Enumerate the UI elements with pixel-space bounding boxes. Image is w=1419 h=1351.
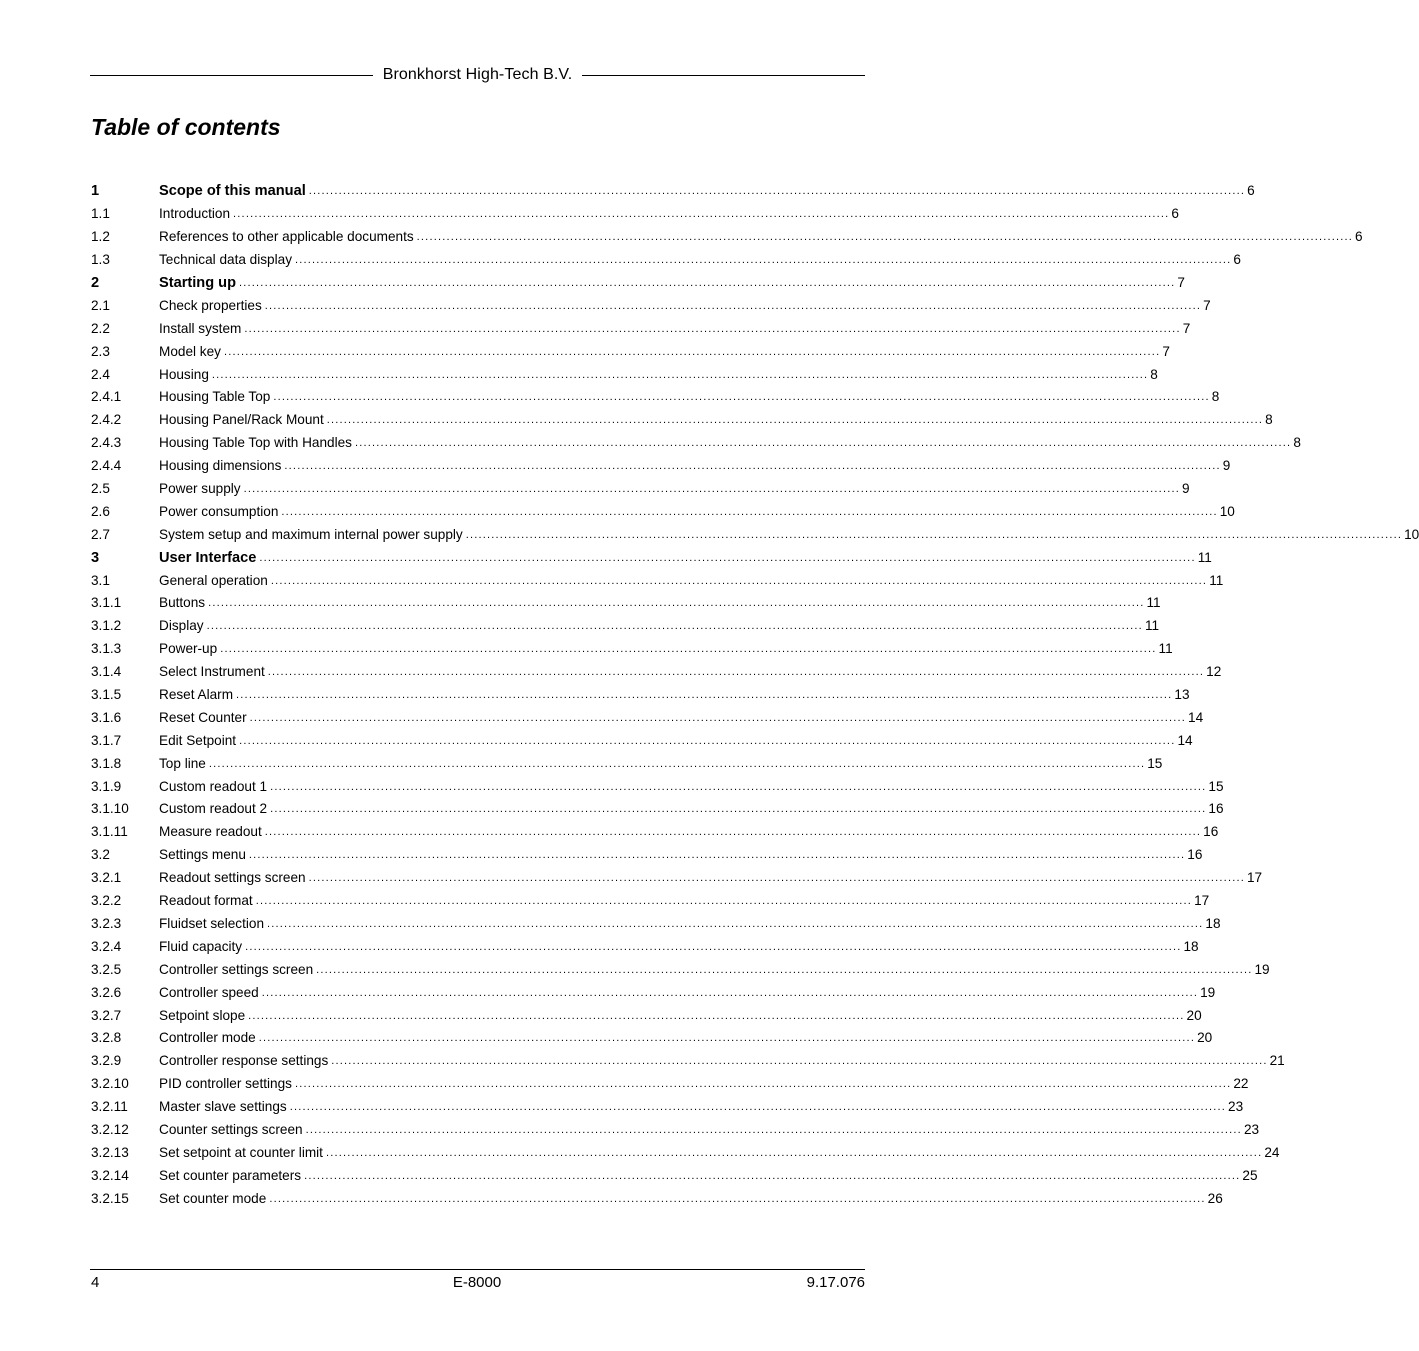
toc-entry[interactable] [91,203,1179,226]
toc-dot-leader: ............................................................................................................................................................................................................................ [261,986,1199,999]
toc-entry-page: 6 [1355,229,1363,245]
toc-entry-page: 20 [1186,1007,1202,1023]
toc-entry-number: 1.1 [91,206,110,222]
toc-entry[interactable] [91,1187,1223,1210]
toc-entry-title: Power consumption [159,503,279,519]
toc-entry[interactable] [91,1141,1280,1164]
toc-entry-number: 3.2.14 [91,1167,129,1183]
toc-entry-page: 15 [1147,755,1163,771]
toc-dot-leader: ............................................................................................................................................................................................................................ [416,231,1354,244]
toc-entry-title: Check properties [159,297,262,313]
toc-entry-number: 2.4 [91,366,110,382]
toc-entry-number: 3.2.15 [91,1190,129,1206]
page-footer [91,1274,865,1294]
toc-entry[interactable] [91,867,1263,890]
toc-entry-title: Housing [159,366,209,382]
toc-dot-leader: ............................................................................................................................................................................................................................ [249,711,1187,724]
toc-entry-number: 3.2.4 [91,938,122,954]
toc-entry-number: 2.1 [91,297,110,313]
toc-dot-leader: ............................................................................................................................................................................................................................ [223,345,1161,358]
toc-dot-leader: ............................................................................................................................................................................................................................ [270,780,1207,793]
toc-entry[interactable] [91,706,1204,729]
toc-dot-leader: ............................................................................................................................................................................................................................ [206,620,1143,633]
toc-entry-number: 3.2.5 [91,961,122,977]
toc-entry-title: Power-up [159,641,218,657]
toc-entry-page: 15 [1208,778,1224,794]
toc-entry[interactable] [91,478,1190,501]
toc-entry[interactable] [91,317,1191,340]
toc-entry-title: Readout settings screen [159,870,306,886]
toc-dot-leader: ............................................................................................................................................................................................................................ [295,254,1232,267]
toc-dot-leader: ............................................................................................................................................................................................................................ [289,1101,1227,1114]
toc-entry-number: 3.2.10 [91,1076,129,1092]
toc-entry-title: References to other applicable documents [159,229,414,245]
toc-dot-leader: ............................................................................................................................................................................................................................ [208,757,1146,770]
toc-dot-leader: ............................................................................................................................................................................................................................ [258,1032,1196,1045]
toc-entry-title: Scope of this manual [159,183,306,200]
toc-entry-title: Controller mode [159,1030,256,1046]
toc-entry-number: 3.2.12 [91,1121,129,1137]
toc-entry-page: 11 [1158,641,1173,657]
toc-dot-leader: ............................................................................................................................................................................................................................ [284,460,1221,473]
toc-entry-page: 14 [1177,732,1193,748]
toc-dot-leader: ............................................................................................................................................................................................................................ [294,1078,1232,1091]
document-title: E-8000 [452,1274,502,1291]
toc-entry-title: Housing dimensions [159,458,282,474]
footer-rule [90,1269,865,1270]
toc-entry-number: 3.1.11 [91,824,128,840]
toc-entry-page: 8 [1265,412,1273,428]
toc-dot-leader: ............................................................................................................................................................................................................................ [354,437,1292,450]
toc-entry-title: Set counter parameters [159,1167,302,1183]
toc-dot-leader: ............................................................................................................................................................................................................................ [273,391,1210,404]
toc-entry-title: Controller response settings [159,1053,329,1069]
toc-entry[interactable] [91,546,1212,569]
toc-entry-page: 16 [1208,801,1224,817]
toc-dot-leader: ............................................................................................................................................................................................................................ [269,1192,1206,1205]
toc-entry[interactable] [91,1004,1202,1027]
toc-entry-title: Housing Panel/Rack Mount [159,412,324,428]
toc-dot-leader: ............................................................................................................................................................................................................................ [331,1055,1268,1068]
toc-dot-leader: ............................................................................................................................................................................................................................ [264,299,1202,312]
toc-entry-page: 6 [1233,252,1241,268]
toc-dot-leader: ............................................................................................................................................................................................................................ [281,505,1218,518]
toc-entry-number: 3.2.7 [91,1007,122,1023]
toc-entry[interactable] [91,1050,1285,1073]
toc-entry-title: System setup and maximum internal power supply [159,526,463,542]
toc-entry-number: 3.1 [91,572,110,588]
toc-entry-page: 18 [1183,938,1199,954]
toc-dot-leader: ............................................................................................................................................................................................................................ [239,277,1176,289]
toc-entry-page: 11 [1144,618,1160,634]
toc-dot-leader: ............................................................................................................................................................................................................................ [270,574,1208,587]
toc-dot-leader: ............................................................................................................................................................................................................................ [220,643,1157,656]
toc-entry-number: 2.3 [91,343,110,359]
toc-entry-page: 19 [1200,984,1216,1000]
toc-entry-title: Top line [159,755,206,771]
toc-entry-page: 8 [1150,366,1158,382]
toc-entry[interactable] [91,1119,1260,1142]
toc-dot-leader: ............................................................................................................................................................................................................................ [243,483,1180,496]
toc-entry-page: 20 [1197,1030,1213,1046]
toc-dot-leader: ............................................................................................................................................................................................................................ [308,872,1245,885]
toc-entry[interactable] [91,455,1231,478]
toc-entry-title: Starting up [159,275,237,291]
toc-entry-title: Install system [159,320,242,336]
toc-dot-leader: ............................................................................................................................................................................................................................ [244,322,1181,335]
toc-entry[interactable] [91,935,1199,958]
toc-entry-number: 3.2.13 [91,1144,129,1160]
toc-entry[interactable] [91,913,1221,936]
toc-entry-number: 1.3 [91,252,110,268]
page-title: Table of contents [91,114,281,140]
toc-entry-title: Set setpoint at counter limit [159,1144,323,1160]
toc-dot-leader: ............................................................................................................................................................................................................................ [259,551,1196,564]
toc-entry[interactable] [91,523,1419,546]
toc-entry[interactable] [91,821,1219,844]
toc-entry-page: 24 [1264,1144,1280,1160]
toc-entry-title: Fluidset selection [159,915,265,931]
toc-entry-number: 1.2 [91,229,110,245]
toc-entry[interactable] [91,500,1235,523]
toc-entry-page: 6 [1247,183,1255,199]
toc-entry-number: 3.2.8 [91,1030,122,1046]
toc-entry-title: Master slave settings [159,1099,287,1115]
toc-entry-page: 13 [1174,687,1190,703]
toc-entry-page: 23 [1243,1121,1260,1137]
toc-entry-page: 11 [1209,572,1224,588]
toc-dot-leader: ............................................................................................................................................................................................................................ [208,597,1145,610]
toc-entry-number: 3.2.6 [91,984,122,1000]
toc-entry-number: 2.5 [91,481,110,497]
toc-dot-leader: ............................................................................................................................................................................................................................ [248,1009,1185,1022]
toc-entry[interactable] [91,592,1161,615]
toc-entry-title: Setpoint slope [159,1007,246,1023]
toc-dot-leader: ............................................................................................................................................................................................................................ [267,666,1205,679]
toc-dot-leader: ............................................................................................................................................................................................................................ [316,963,1253,976]
toc-dot-leader: ............................................................................................................................................................................................................................ [239,734,1176,747]
toc-entry-number: 3.1.5 [91,687,122,703]
toc-entry-number: 2.6 [91,503,110,519]
toc-entry-number: 3.1.10 [91,801,129,817]
toc-entry[interactable] [91,249,1241,272]
toc-entry-number: 2.7 [91,526,110,542]
toc-entry-number: 2.4.2 [91,412,122,428]
toc-entry-number: 3.2.9 [91,1053,122,1069]
toc-entry-page: 10 [1404,526,1419,542]
toc-dot-leader: ............................................................................................................................................................................................................................ [270,803,1207,816]
toc-entry-number: 3.1.4 [91,664,122,680]
toc-entry[interactable] [91,752,1163,775]
toc-entry-title: Settings menu [159,847,246,863]
toc-dot-leader: ............................................................................................................................................................................................................................ [326,414,1264,427]
toc-entry[interactable] [91,638,1173,661]
toc-entry-number: 3.1.8 [91,755,122,771]
page-header [90,64,865,86]
toc-entry-title: Buttons [159,595,206,611]
toc-entry-number: 2 [91,275,100,291]
toc-entry-page: 9 [1181,481,1190,497]
toc-entry-page: 11 [1146,595,1161,611]
toc-entry-title: Technical data display [159,252,292,268]
toc-entry-number: 3.1.6 [91,709,122,725]
toc-dot-leader: ............................................................................................................................................................................................................................ [267,917,1204,930]
toc-entry[interactable] [91,615,1160,638]
toc-entry-page: 23 [1228,1099,1244,1115]
toc-entry[interactable] [91,363,1158,386]
toc-entry-title: Edit Setpoint [159,732,237,748]
toc-entry-number: 2.2 [91,320,110,336]
toc-entry-title: Model key [159,343,221,359]
toc-entry-page: 25 [1242,1167,1258,1183]
toc-entry[interactable] [91,1073,1249,1096]
toc-entry-number: 2.4.3 [91,435,122,451]
toc-entry-page: 8 [1293,435,1301,451]
toc-entry-title: Controller speed [159,984,259,1000]
toc-entry-title: PID controller settings [159,1076,292,1092]
header-rule-left [90,75,373,76]
toc-entry-title: User Interface [159,549,257,566]
toc-entry[interactable] [91,294,1211,317]
toc-dot-leader: ............................................................................................................................................................................................................................ [211,368,1149,381]
toc-entry-title: Custom readout 1 [159,778,268,794]
toc-entry-page: 7 [1162,343,1170,359]
toc-entry-page: 17 [1246,870,1263,886]
toc-entry[interactable] [91,386,1220,409]
toc-entry-page: 18 [1205,915,1221,931]
table-of-contents [91,180,1419,1210]
toc-entry[interactable] [91,432,1301,455]
toc-entry-number: 3.1.7 [91,732,122,748]
toc-entry[interactable] [91,798,1224,821]
toc-entry-page: 22 [1233,1076,1249,1092]
toc-entry-page: 7 [1182,320,1191,336]
toc-entry-number: 3.2.2 [91,893,122,909]
toc-dot-leader: ............................................................................................................................................................................................................................ [465,528,1403,541]
toc-entry-page: 7 [1203,297,1211,313]
toc-entry-number: 1 [91,183,100,200]
toc-dot-leader: ............................................................................................................................................................................................................................ [255,895,1193,908]
toc-entry-title: Introduction [159,206,231,222]
toc-entry-page: 7 [1177,275,1185,290]
toc-entry-title: Housing Table Top with Handles [159,435,352,451]
toc-entry-page: 16 [1187,847,1203,863]
toc-entry-title: Reset Alarm [159,687,234,703]
toc-entry-page: 19 [1254,961,1270,977]
toc-entry[interactable] [91,729,1193,752]
toc-entry-title: Power supply [159,481,241,497]
page-number: 4 [91,1274,100,1291]
toc-entry-page: 6 [1171,206,1179,222]
toc-entry-number: 2.4.4 [91,458,122,474]
toc-entry-title: Set counter mode [159,1190,267,1206]
toc-dot-leader: ............................................................................................................................................................................................................................ [236,689,1173,702]
toc-entry-number: 3.1.2 [91,618,122,634]
toc-entry[interactable] [91,684,1190,707]
toc-entry-title: Fluid capacity [159,938,243,954]
header-rule-right [582,75,865,76]
toc-entry[interactable] [91,981,1216,1004]
toc-entry-title: Reset Counter [159,709,247,725]
toc-entry-title: Controller settings screen [159,961,314,977]
toc-entry[interactable] [91,226,1363,249]
toc-entry-number: 3.2.11 [91,1099,128,1115]
toc-entry[interactable] [91,272,1185,295]
toc-entry[interactable] [91,844,1203,867]
toc-entry-number: 3.2 [91,847,110,863]
toc-entry[interactable] [91,661,1222,684]
toc-dot-leader: ............................................................................................................................................................................................................................ [248,849,1186,862]
toc-entry-number: 3.1.3 [91,641,122,657]
toc-entry-page: 10 [1219,503,1235,519]
toc-entry[interactable] [91,409,1273,432]
toc-entry-title: Readout format [159,893,253,909]
toc-dot-leader: ............................................................................................................................................................................................................................ [308,185,1246,198]
toc-entry-title: Select Instrument [159,664,265,680]
toc-dot-leader: ............................................................................................................................................................................................................................ [245,940,1182,953]
toc-entry-page: 12 [1206,664,1222,680]
toc-dot-leader: ............................................................................................................................................................................................................................ [325,1146,1263,1159]
toc-entry[interactable] [91,1096,1244,1119]
toc-entry[interactable] [91,569,1224,592]
toc-entry-number: 3.1.9 [91,778,122,794]
toc-entry-title: Measure readout [159,824,262,840]
toc-entry[interactable] [91,1027,1213,1050]
toc-entry-page: 14 [1188,709,1204,725]
toc-dot-leader: ............................................................................................................................................................................................................................ [233,208,1170,221]
toc-entry[interactable] [91,340,1170,363]
toc-entry-number: 2.4.1 [91,389,122,405]
toc-entry[interactable] [91,775,1224,798]
document-number: 9.17.076 [806,1274,865,1291]
toc-entry-page: 17 [1194,893,1210,909]
toc-entry[interactable] [91,1164,1258,1187]
toc-entry-number: 3.2.3 [91,915,122,931]
toc-dot-leader: ............................................................................................................................................................................................................................ [304,1169,1241,1182]
toc-entry[interactable] [91,180,1255,203]
toc-entry-number: 3 [91,549,100,566]
toc-dot-leader: ............................................................................................................................................................................................................................ [264,826,1202,839]
toc-entry-page: 9 [1222,458,1231,474]
toc-dot-leader: ............................................................................................................................................................................................................................ [305,1123,1242,1136]
toc-entry-page: 21 [1269,1053,1285,1069]
toc-entry-page: 16 [1203,824,1219,840]
toc-entry-title: General operation [159,572,268,588]
toc-entry-page: 26 [1207,1190,1223,1206]
toc-entry-title: Housing Table Top [159,389,271,405]
toc-entry-title: Display [159,618,204,634]
toc-entry[interactable] [91,890,1210,913]
toc-entry-title: Counter settings screen [159,1121,303,1137]
toc-entry-page: 11 [1197,549,1212,565]
toc-entry-page: 8 [1211,389,1220,405]
toc-entry[interactable] [91,958,1270,981]
toc-entry-title: Custom readout 2 [159,801,268,817]
toc-entry-number: 3.1.1 [91,595,122,611]
company-name: Bronkhorst High-Tech B.V. [382,66,573,83]
toc-entry-number: 3.2.1 [91,870,122,886]
